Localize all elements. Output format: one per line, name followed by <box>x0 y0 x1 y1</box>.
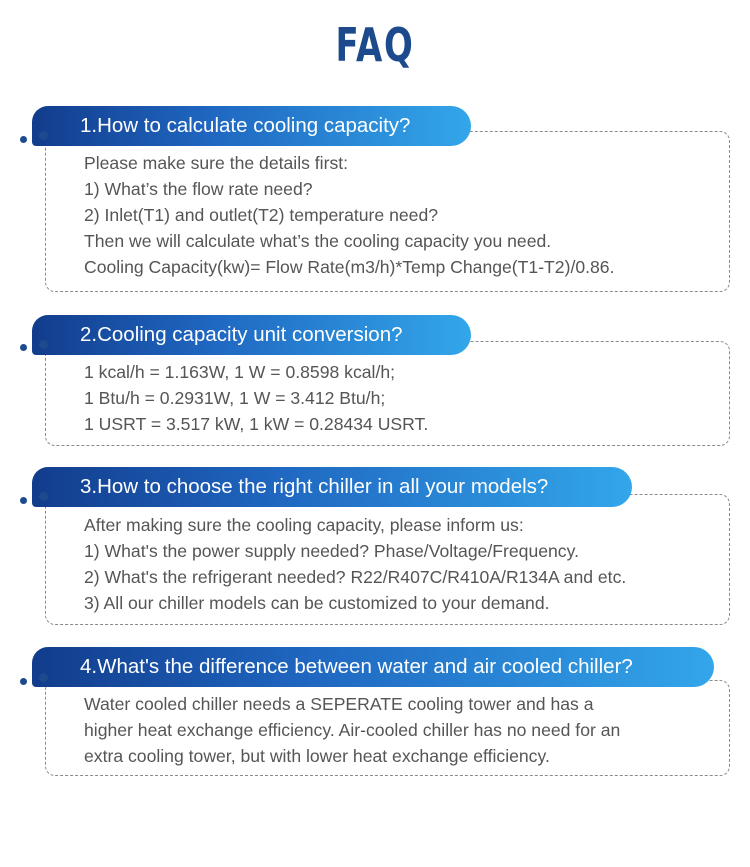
bullet-dot-small <box>20 136 27 143</box>
bullet-dot-small <box>20 344 27 351</box>
faq-question-banner: 4.What's the difference between water and air cooled chiller? <box>32 647 714 687</box>
faq-answer <box>84 691 620 769</box>
bullet-dot-small <box>20 497 27 504</box>
bullet-dot-large <box>39 673 48 682</box>
answer-line: 1 Btu/h = 0.2931W, 1 W = 3.412 Btu/h; <box>84 388 386 408</box>
bullet-dot-small <box>20 678 27 685</box>
answer-line: 2) What's the refrigerant needed? R22/R407C/R410A/R134A and etc. <box>84 567 627 587</box>
faq-answer <box>84 150 614 280</box>
bullet-dot-large <box>39 340 48 349</box>
answer-line: 1 USRT = 3.517 kW, 1 kW = 0.28434 USRT. <box>84 414 429 434</box>
faq-answer <box>84 512 626 616</box>
faq-question-banner: 3.How to choose the right chiller in all your models? <box>32 467 632 507</box>
answer-line: Please make sure the details first: <box>84 153 349 173</box>
faq-question-banner: 1.How to calculate cooling capacity? <box>32 106 471 146</box>
answer-line: 2) Inlet(T1) and outlet(T2) temperature need? <box>84 205 439 225</box>
faq-question-banner: 2.Cooling capacity unit conversion? <box>32 315 471 355</box>
answer-line: After making sure the cooling capacity, please inform us: <box>84 515 524 535</box>
answer-line: 3) All our chiller models can be customized to your demand. <box>84 593 550 613</box>
bullet-dot-large <box>39 492 48 501</box>
answer-line: extra cooling tower, but with lower heat exchange efficiency. <box>84 746 550 766</box>
page-title: FAQ <box>335 18 415 72</box>
answer-line: 1) What's the power supply needed? Phase/Voltage/Frequency. <box>84 541 579 561</box>
faq-answer <box>84 359 428 437</box>
answer-line: Cooling Capacity(kw)= Flow Rate(m3/h)*Temp Change(T1-T2)/0.86. <box>84 257 615 277</box>
answer-line: Water cooled chiller needs a SEPERATE cooling tower and has a <box>84 694 594 714</box>
bullet-dot-large <box>39 131 48 140</box>
answer-line: 1) What’s the flow rate need? <box>84 179 313 199</box>
answer-line: 1 kcal/h = 1.163W, 1 W = 0.8598 kcal/h; <box>84 362 396 382</box>
answer-line: higher heat exchange efficiency. Air-cooled chiller has no need for an <box>84 720 621 740</box>
answer-line: Then we will calculate what’s the cooling capacity you need. <box>84 231 552 251</box>
